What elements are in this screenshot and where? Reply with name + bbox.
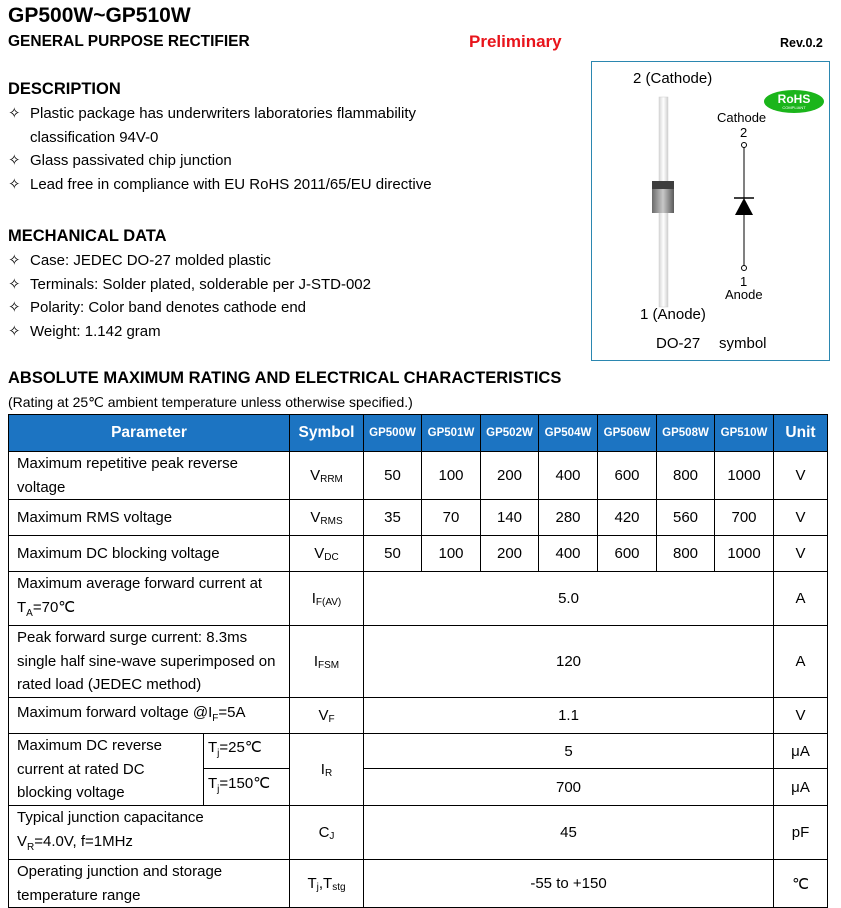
symbol-cell: $V_F$ xyxy=(290,698,364,734)
table-row xyxy=(9,734,828,769)
unit-cell: pF xyxy=(774,806,828,860)
cathode-label: 2 (Cathode) xyxy=(633,70,713,87)
table-row xyxy=(9,536,828,572)
header-part: GP510W xyxy=(715,415,774,452)
value-cell: 800 xyxy=(657,536,715,572)
unit-cell: A xyxy=(774,626,828,698)
value-cell: 600 xyxy=(598,536,657,572)
unit-cell: V xyxy=(774,452,828,500)
value-cell: 1000 xyxy=(715,452,774,500)
unit-cell: A xyxy=(774,572,828,626)
value-cell: -55 to +150 xyxy=(364,860,774,908)
document-title: GP500W~GP510W xyxy=(8,4,191,27)
value-cell: 50 xyxy=(364,452,422,500)
list-item: ✧ Plastic package has underwriters laboratories flammability xyxy=(8,102,432,126)
bullet-icon: ✧ xyxy=(8,105,21,122)
table-row xyxy=(9,572,828,626)
value-cell: 700 xyxy=(364,769,774,806)
header-part: GP506W xyxy=(598,415,657,452)
table-row xyxy=(9,806,828,860)
symbol-cell: $V_{RMS}$ xyxy=(290,500,364,536)
table-header-row xyxy=(9,415,828,452)
anode-label: 1 (Anode) xyxy=(640,306,706,323)
table-row xyxy=(9,500,828,536)
symbol-cell: $T_j,T_{stg}$ xyxy=(290,860,364,908)
table-row xyxy=(9,698,828,734)
list-item: ✧ Case: JEDEC DO-27 molded plastic xyxy=(8,249,371,273)
value-cell: 140 xyxy=(481,500,539,536)
list-item: ✧ Terminals: Solder plated, solderable per J-STD-002 xyxy=(8,273,371,297)
symbol-cell: $C_J$ xyxy=(290,806,364,860)
value-cell: 400 xyxy=(539,536,598,572)
list-item: ✧ Glass passivated chip junction xyxy=(8,149,432,173)
symbol-anode-pin: 1 xyxy=(740,274,748,289)
bullet-icon: ✧ xyxy=(8,152,21,170)
value-cell: 100 xyxy=(422,452,481,500)
symbol-cell: $I_R$ xyxy=(290,734,364,806)
value-cell: 200 xyxy=(481,452,539,500)
value-cell: 50 xyxy=(364,536,422,572)
header-part: GP504W xyxy=(539,415,598,452)
param-cell: Maximum DC reverse current at rated DC blocking voltage xyxy=(9,734,204,806)
symbol-label: symbol xyxy=(719,335,767,352)
value-cell: 560 xyxy=(657,500,715,536)
value-cell: 600 xyxy=(598,452,657,500)
table-row xyxy=(9,452,828,500)
symbol-cathode-label: Cathode xyxy=(717,110,767,125)
param-cell: Maximum DC blocking voltage xyxy=(9,536,290,572)
value-cell: 400 xyxy=(539,452,598,500)
package-name: DO-27 xyxy=(656,335,701,352)
value-cell: 420 xyxy=(598,500,657,536)
param-cell: Maximum repetitive peak reverse voltage xyxy=(9,452,290,500)
value-cell: 1.1 xyxy=(364,698,774,734)
symbol-cell: $V_{DC}$ xyxy=(290,536,364,572)
value-cell: 100 xyxy=(422,536,481,572)
value-cell: 280 xyxy=(539,500,598,536)
bullet-icon: ✧ xyxy=(8,322,21,340)
symbol-cell: $I_{F(AV)}$ xyxy=(290,572,364,626)
description-list xyxy=(8,102,432,196)
bullet-icon: ✧ xyxy=(8,275,21,293)
symbol-cell: $V_{RRM}$ xyxy=(290,452,364,500)
param-cell: Maximum forward voltage $@I_F=5A$ xyxy=(9,698,290,734)
header-part: GP502W xyxy=(481,415,539,452)
revision-label: Rev.0.2 xyxy=(780,36,823,50)
condition-cell: $T_j=25℃$ xyxy=(204,734,290,769)
header-part: GP501W xyxy=(422,415,481,452)
value-cell: 35 xyxy=(364,500,422,536)
document-subtitle: GENERAL PURPOSE RECTIFIER xyxy=(8,33,250,50)
symbol-cathode-pin: 2 xyxy=(740,125,748,140)
header-unit: Unit xyxy=(774,415,828,452)
bullet-icon: ✧ xyxy=(8,299,21,317)
unit-cell: V xyxy=(774,536,828,572)
table-heading: ABSOLUTE MAXIMUM RATING AND ELECTRICAL CHARACTERISTICS xyxy=(8,369,562,387)
list-item: ✧ Weight: 1.142 gram xyxy=(8,320,371,344)
cathode-band xyxy=(652,181,674,189)
param-cell: Maximum average forward current at $T_A=70℃$ xyxy=(9,572,290,626)
table-row xyxy=(9,860,828,908)
param-cell: Peak forward surge current: 8.3ms single half sine-wave superimposed on rated load (JEDEC method) xyxy=(9,626,290,698)
unit-cell: V xyxy=(774,698,828,734)
list-item-continuation: classification 94V-0 xyxy=(30,128,159,146)
value-cell: 800 xyxy=(657,452,715,500)
unit-cell: μA xyxy=(774,769,828,806)
rohs-badge: RoHS COMPLIANT xyxy=(764,90,824,113)
param-cell: Operating junction and storage temperature range xyxy=(9,860,290,908)
anode-pin-icon xyxy=(742,266,747,271)
value-cell: 45 xyxy=(364,806,774,860)
characteristics-table xyxy=(8,414,828,908)
header-part: GP508W xyxy=(657,415,715,452)
value-cell: 200 xyxy=(481,536,539,572)
value-cell: 5.0 xyxy=(364,572,774,626)
param-cell: Maximum RMS voltage xyxy=(9,500,290,536)
symbol-anode-label: Anode xyxy=(725,287,763,302)
value-cell: 1000 xyxy=(715,536,774,572)
table-row xyxy=(9,626,828,698)
mechanical-heading: MECHANICAL DATA xyxy=(8,227,167,245)
table-note: (Rating at 25℃ ambient temperature unless otherwise specified.) xyxy=(8,394,413,410)
value-cell: 700 xyxy=(715,500,774,536)
bullet-icon: ✧ xyxy=(8,252,21,269)
unit-cell: V xyxy=(774,500,828,536)
header-parameter: Parameter xyxy=(9,415,290,452)
condition-cell: $T_j=150℃$ xyxy=(204,769,290,806)
mechanical-list xyxy=(8,249,371,343)
param-cell: Typical junction capacitance $V_R=4.0V$, f=1MHz xyxy=(9,806,290,860)
list-item: ✧ Lead free in compliance with EU RoHS 2011/65/EU directive xyxy=(8,173,432,197)
value-cell: 70 xyxy=(422,500,481,536)
preliminary-label: Preliminary xyxy=(469,32,562,51)
value-cell: 120 xyxy=(364,626,774,698)
bullet-icon: ✧ xyxy=(8,175,21,193)
symbol-cell: $I_{FSM}$ xyxy=(290,626,364,698)
header-symbol: Symbol xyxy=(290,415,364,452)
value-cell: 5 xyxy=(364,734,774,769)
header-part: GP500W xyxy=(364,415,422,452)
description-heading: DESCRIPTION xyxy=(8,80,121,98)
diode-triangle-icon xyxy=(735,198,753,215)
unit-cell: ℃ xyxy=(774,860,828,908)
unit-cell: μA xyxy=(774,734,828,769)
list-item: ✧ Polarity: Color band denotes cathode end xyxy=(8,296,371,320)
cathode-pin-icon xyxy=(742,143,747,148)
